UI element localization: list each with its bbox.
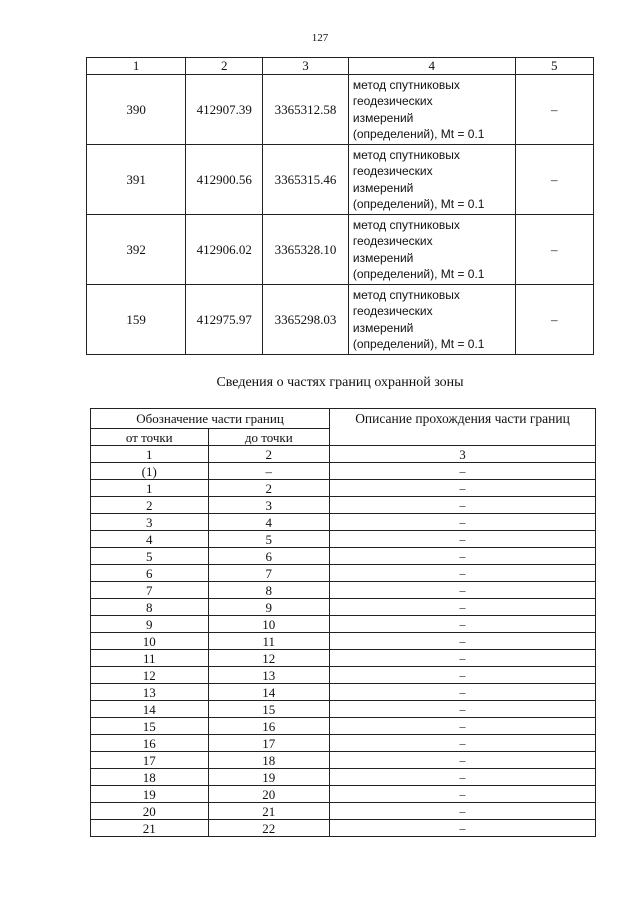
point-id: 159 (87, 285, 186, 355)
from-point: 13 (91, 684, 209, 701)
coordinate-y: 3365328.10 (263, 215, 349, 285)
coordinates-table (86, 57, 594, 355)
boundary-description: – (330, 769, 596, 786)
to-point: 11 (208, 633, 330, 650)
table-row (91, 786, 596, 803)
boundary-parts-table (90, 408, 596, 837)
table-row (91, 497, 596, 514)
boundary-description: – (330, 531, 596, 548)
measurement-method (348, 285, 515, 355)
table-row (91, 769, 596, 786)
method-line: (определений), Mt = 0.1 (352, 197, 485, 211)
table-row (91, 599, 596, 616)
note-cell: – (515, 145, 593, 215)
coordinate-x: 412907.39 (186, 75, 263, 145)
from-point: 18 (91, 769, 209, 786)
from-point: 12 (91, 667, 209, 684)
table-header-row (87, 58, 594, 75)
method-line: (определений), Mt = 0.1 (352, 267, 485, 281)
table-row (87, 75, 594, 145)
boundary-description: – (330, 616, 596, 633)
to-point: 20 (208, 786, 330, 803)
table-row (91, 616, 596, 633)
to-point: 12 (208, 650, 330, 667)
method-line: (определений), Mt = 0.1 (352, 337, 485, 351)
boundary-description: – (330, 480, 596, 497)
note-cell: – (515, 75, 593, 145)
table-row (87, 285, 594, 355)
coordinate-y: 3365312.58 (263, 75, 349, 145)
method-line: геодезических (352, 234, 433, 248)
table-row (91, 701, 596, 718)
table-row (91, 650, 596, 667)
coordinate-x: 412900.56 (186, 145, 263, 215)
note-cell: – (515, 215, 593, 285)
boundary-description: – (330, 633, 596, 650)
table-row (91, 820, 596, 837)
table-row (91, 735, 596, 752)
coordinate-y: 3365298.03 (263, 285, 349, 355)
from-point: 16 (91, 735, 209, 752)
table-row (91, 684, 596, 701)
from-point: 14 (91, 701, 209, 718)
to-point: 6 (208, 548, 330, 565)
from-point: 4 (91, 531, 209, 548)
measurement-method (348, 215, 515, 285)
measurement-method (348, 75, 515, 145)
table-row (87, 145, 594, 215)
to-point: – (208, 463, 330, 480)
table-row (91, 565, 596, 582)
table-header-row (91, 409, 596, 429)
boundary-description: – (330, 514, 596, 531)
boundary-description: – (330, 684, 596, 701)
column-number: 3 (330, 446, 596, 463)
boundary-description: – (330, 463, 596, 480)
method-line: (определений), Mt = 0.1 (352, 127, 485, 141)
method-line: измерений (352, 180, 414, 195)
from-point: 1 (91, 480, 209, 497)
boundary-description: – (330, 701, 596, 718)
boundary-description: – (330, 667, 596, 684)
boundary-description: – (330, 735, 596, 752)
from-point: 15 (91, 718, 209, 735)
measurement-method (348, 145, 515, 215)
column-number: 1 (91, 446, 209, 463)
from-point: 6 (91, 565, 209, 582)
method-line: геодезических (352, 164, 433, 178)
from-point: 8 (91, 599, 209, 616)
header-to-point: до точки (208, 429, 330, 446)
table-row (91, 633, 596, 650)
to-point: 9 (208, 599, 330, 616)
to-point: 17 (208, 735, 330, 752)
method-line: геодезических (352, 94, 433, 108)
boundary-description: – (330, 650, 596, 667)
boundary-description: – (330, 565, 596, 582)
method-line: измерений (352, 320, 414, 335)
boundary-description: – (330, 718, 596, 735)
page-number: 127 (311, 32, 329, 44)
column-numbers-row (91, 446, 596, 463)
from-point: 19 (91, 786, 209, 803)
point-id: 391 (87, 145, 186, 215)
method-line: метод спутниковых (352, 287, 460, 302)
table-row (91, 718, 596, 735)
note-cell: – (515, 285, 593, 355)
table-row (87, 215, 594, 285)
column-number: 3 (263, 58, 349, 75)
to-point: 22 (208, 820, 330, 837)
boundary-description: – (330, 548, 596, 565)
boundary-description: – (330, 786, 596, 803)
coordinate-x: 412906.02 (186, 215, 263, 285)
to-point: 7 (208, 565, 330, 582)
to-point: 15 (208, 701, 330, 718)
to-point: 13 (208, 667, 330, 684)
method-line: измерений (352, 250, 414, 265)
column-number: 2 (186, 58, 263, 75)
to-point: 2 (208, 480, 330, 497)
table-row (91, 582, 596, 599)
method-line: метод спутниковых (352, 77, 460, 92)
to-point: 19 (208, 769, 330, 786)
to-point: 8 (208, 582, 330, 599)
from-point: 11 (91, 650, 209, 667)
point-id: 392 (87, 215, 186, 285)
method-line: измерений (352, 110, 414, 125)
table-row (91, 752, 596, 769)
method-line: геодезических (352, 304, 433, 318)
table-row (91, 531, 596, 548)
from-point: 9 (91, 616, 209, 633)
from-point: 10 (91, 633, 209, 650)
column-number: 1 (87, 58, 186, 75)
column-number: 5 (515, 58, 593, 75)
boundary-description: – (330, 803, 596, 820)
table-row (91, 514, 596, 531)
to-point: 18 (208, 752, 330, 769)
to-point: 4 (208, 514, 330, 531)
method-line: метод спутниковых (352, 147, 460, 162)
header-from-point: от точки (91, 429, 209, 446)
from-point: 5 (91, 548, 209, 565)
table-row (91, 548, 596, 565)
boundary-description: – (330, 752, 596, 769)
column-number: 4 (348, 58, 515, 75)
from-point: (1) (91, 463, 209, 480)
coordinate-x: 412975.97 (186, 285, 263, 355)
column-number: 2 (208, 446, 330, 463)
header-boundary-designation: Обозначение части границ (91, 409, 330, 429)
from-point: 21 (91, 820, 209, 837)
coordinate-y: 3365315.46 (263, 145, 349, 215)
from-point: 17 (91, 752, 209, 769)
to-point: 3 (208, 497, 330, 514)
table-row (91, 803, 596, 820)
from-point: 20 (91, 803, 209, 820)
boundary-description: – (330, 497, 596, 514)
from-point: 7 (91, 582, 209, 599)
boundary-description: – (330, 582, 596, 599)
method-line: метод спутниковых (352, 217, 460, 232)
table-row (91, 667, 596, 684)
to-point: 14 (208, 684, 330, 701)
table-row (91, 480, 596, 497)
to-point: 16 (208, 718, 330, 735)
boundary-description: – (330, 820, 596, 837)
to-point: 5 (208, 531, 330, 548)
from-point: 3 (91, 514, 209, 531)
boundary-description: – (330, 599, 596, 616)
table-row (91, 463, 596, 480)
point-id: 390 (87, 75, 186, 145)
to-point: 10 (208, 616, 330, 633)
from-point: 2 (91, 497, 209, 514)
section-title: Сведения о частях границ охранной зоны (216, 375, 464, 390)
to-point: 21 (208, 803, 330, 820)
header-boundary-description: Описание прохождения части границ (330, 409, 596, 446)
